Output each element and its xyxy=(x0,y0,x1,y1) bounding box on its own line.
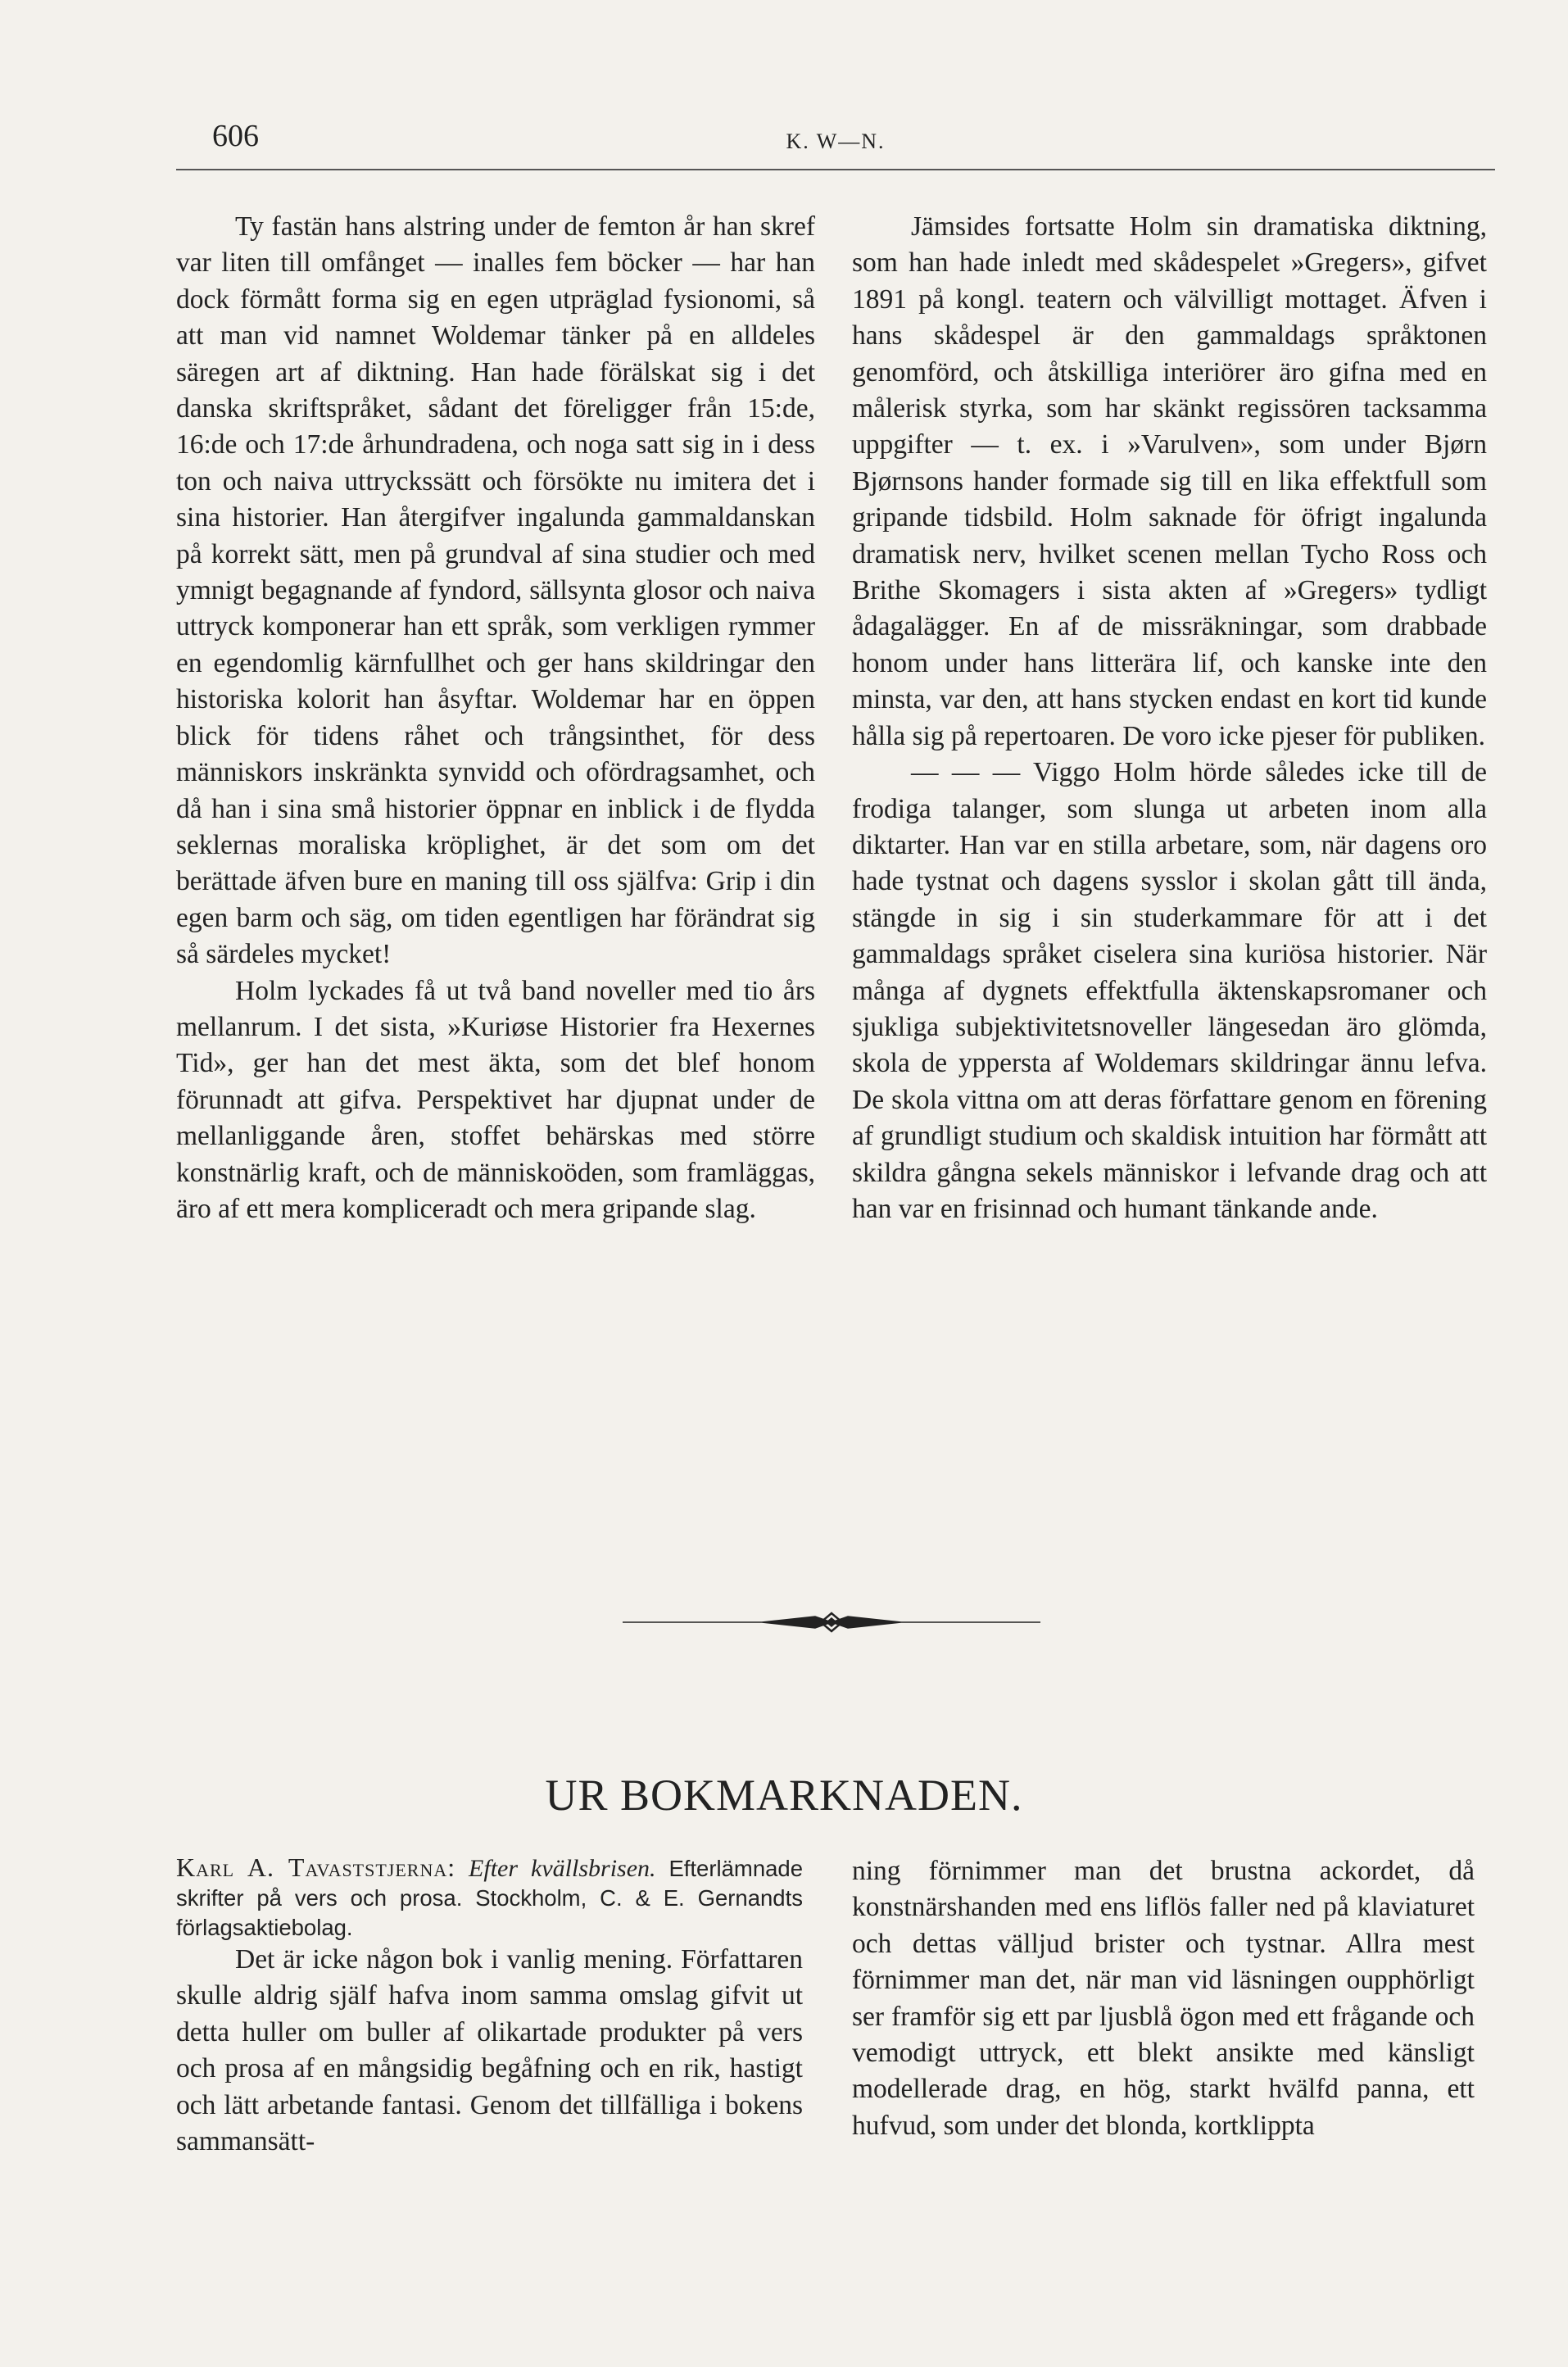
article-right-paragraph: — — — Viggo Holm hörde således icke till de frodiga talanger, som slunga ut arbeten inom alla diktarter. Han var en stilla arbetare, som, när dagens oro hade tystnat och dagens sysslor i skolan gått till ända, stängde in sig i sin studerkammare för att i det gammaldags språket ciselera sina kuriösa historier. När många af dygnets effektfulla äktenskapsromaner och sjukliga subjektivitetsnoveller längesedan äro glömda, skola de yppersta af Woldemars skildringar ännu lefva. De skola vittna om att deras författare genom en förening af grundligt studium och skaldisk intuition har förmått att skildra gångna sekels människor i lefvande drag och att han var en frisinnad och humant tänkande ande. xyxy=(852,757,1487,1224)
review-right-column xyxy=(852,1853,1475,2144)
article-left-paragraph: Ty fastän hans alstring under de femton år han skref var liten till omfånget — inalles fem böcker — har han dock förmått forma sig en egen utpräglad fysionomi, så att man vid namnet Woldemar tänker på en alldeles säregen art af diktning. Han hade förälskat sig i det danska skriftspråket, sådant det föreligger från 15:de, 16:de och 17:de århundradena, och noga satt sig in i dess ton och naiva uttryckssätt och försökte nu imitera det i sina historier. Han återgifver ingalunda gammaldanskan på korrekt sätt, men på grundval af sina studier och med ymnigt begagnande af fyndord, sällsynta glosor och naiva uttryck komponerar han ett språk, som verkligen rymmer en egendomlig kärnfullhet och ger hans skildringar den historiska kolorit han åsyftar. Woldemar har en öppen blick för tidens råhet och trångsinthet, för dess människors inskränkta synvidd och ofördragsamhet, och då han i sina små historier öppnar en inblick i de flydda seklernas moraliska kröplighet, är det som om det berättade äfven bure en maning till oss själfva: Grip i din egen barm och säg, om tiden egentligen har förändrat sig så särdeles mycket! xyxy=(176,211,815,970)
article-right-column xyxy=(852,209,1487,1227)
review-right-paragraph: ning förnimmer man det brustna ackordet, då konstnärshanden med ens liflös faller ned på klaviaturet och dettas välljud brister och tystnar. Allra mest förnimmer man det, när man vid läsningen oupphörligt ser framför sig ett par ljusblå ögon med ett frågande och vemodigt uttryck, ett blekt ansikte med känsligt modellerade drag, en hög, starkt hvälfd panna, ett hufvud, som under det blonda, kortklippta xyxy=(852,1856,1475,2141)
review-author: Karl A. Tavaststjerna: xyxy=(176,1852,456,1882)
review-left-paragraph: Det är icke någon bok i vanlig mening. Författaren skulle aldrig själf hafva inom samma omslag gifvit ut detta huller om buller af olikartade produkter på vers och prosa af en mångsidig begåfning och en rik, hastigt och lätt arbetande fantasi. Genom det tillfälliga i bokens sammansätt- xyxy=(176,1944,803,2157)
review-publication: Efterlämnade skrifter på vers och prosa. Stockholm, C. & E. Gernandts förlagsaktiebolag. xyxy=(176,1856,804,1940)
page-header xyxy=(176,107,1495,170)
review-book-title: Efter kvällsbrisen. xyxy=(469,1855,656,1882)
article-left-column xyxy=(176,209,815,1227)
ornament-divider-icon xyxy=(623,1606,1040,1639)
section-title: UR BOKMARKNADEN. xyxy=(545,1771,1023,1820)
article-left-paragraph: Holm lyckades få ut två band noveller med tio års mellanrum. I det sista, »Kuriøse Historier fra Hexernes Tid», ger han det mest äkta, som det blef honom förunnadt att gifva. Perspektivet har djupnat under de mellanliggande åren, stoffet behärskas med större konstnärlig kraft, och de människoöden, som framläggas, äro af ett mera kompliceradt och mera gripande slag. xyxy=(176,975,815,1224)
review-heading xyxy=(176,1853,803,1943)
page-number: 606 xyxy=(212,119,259,153)
article-right-paragraph: Jämsides fortsatte Holm sin dramatiska diktning, som han hade inledt med skådespelet »Gregers», gifvet 1891 på kongl. teatern och välvilligt mottaget. Äfven i hans skådespel är den gammaldags språktonen genomförd, och åtskilliga interiörer äro gifna med en målerisk styrka, som har skänkt regissören tacksamma uppgifter — t. ex. i »Varulven», som under Bjørn Bjørnsons hander formade sig till en lika effektfull som gripande tidsbild. Holm saknade för öfrigt ingalunda dramatisk nerv, hvilket scenen mellan Tycho Ross och Brithe Skomagers i sista akten af »Gregers» tydligt ådagalägger. En af de missräkningar, som drabbade honom under hans litterära lif, och kanske inte den minsta, var den, att hans stycken endast en kort tid kunde hålla sig på repertoaren. De voro icke pjeser för publiken. xyxy=(852,211,1487,751)
running-head: K. W—N. xyxy=(786,129,886,153)
review-left-column xyxy=(176,1942,803,2160)
